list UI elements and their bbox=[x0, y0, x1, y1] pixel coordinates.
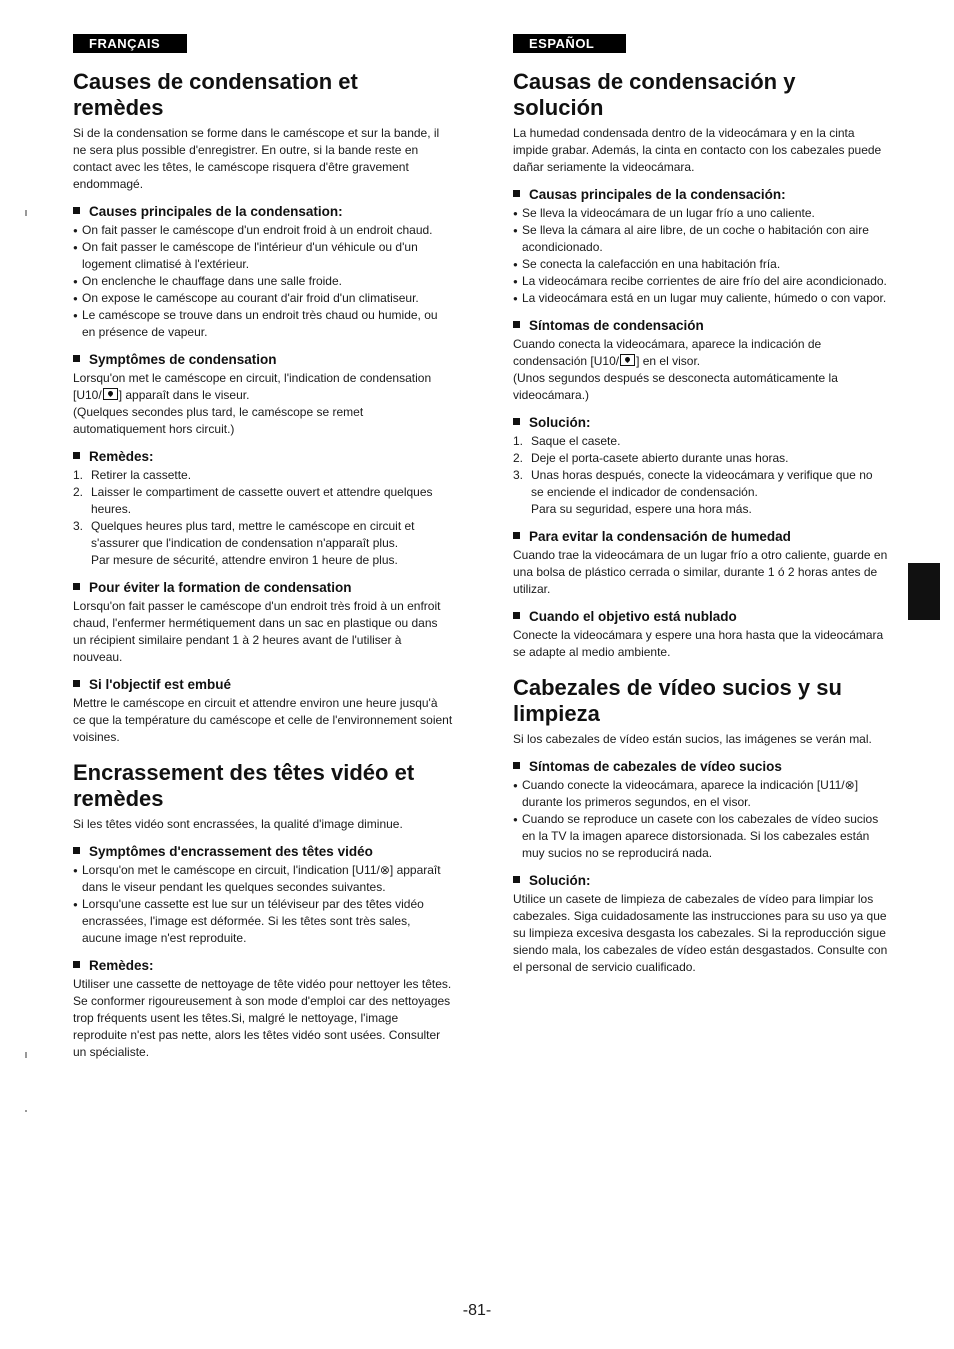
solution-list-es bbox=[513, 433, 888, 518]
avoid-condensation-text-es: Cuando trae la videocámara de un lugar frío a otro caliente, guarde en una bolsa de plástico cerrada o similar, durante 1 ó 2 horas antes de utilizar. bbox=[513, 548, 888, 596]
bullet-square-icon bbox=[513, 612, 520, 619]
bullet-square-icon bbox=[73, 847, 80, 854]
condensation-icon bbox=[620, 354, 635, 366]
heads-solution-text-es: Utilice un casete de limpieza de cabezales de vídeo para limpiar los cabezales. Siga cuidadosamente las instrucciones para su uso ya que su limpieza excesiva desgasta los cabezales. Si la reproducción sigue siendo mala, los cabezales de vídeo están desgastados. Consulte con el personal de servicio cualificado. bbox=[513, 892, 888, 974]
spanish-column bbox=[513, 34, 888, 976]
french-column bbox=[73, 34, 453, 1061]
bullet-square-icon bbox=[513, 876, 520, 883]
bullet-square-icon bbox=[73, 355, 80, 362]
margin-mark bbox=[25, 1052, 27, 1058]
list-item: ● Le caméscope se trouve dans un endroit très chaud ou humide, ou en présence de vapeur. bbox=[73, 307, 453, 341]
list-item: ● Se conecta la calefacción en una habitación fría. bbox=[513, 256, 888, 273]
list-item: ● On fait passer le caméscope d'un endroit froid à un endroit chaud. bbox=[73, 222, 453, 239]
page-number: -81- bbox=[462, 1302, 492, 1319]
list-item: ● Lorsqu'on met le caméscope en circuit, l'indication [U11/⊗] apparaît dans le viseur pendant les quelques secondes suivantes. bbox=[73, 862, 453, 896]
symptoms-text-es: Cuando conecta la videocámara, aparece la indicación de condensación [U10/ ] en el visor. (Unos segundos después se desconecta automáticamente la videocámara.) bbox=[513, 337, 838, 402]
list-item: ● Cuando conecte la videocámara, aparece la indicación [U11/⊗] durante los primeros segundos, en el visor. bbox=[513, 777, 888, 811]
list-item: 2. Deje el porta-casete abierto durante unas horas. bbox=[513, 451, 789, 465]
lens-fogged-heading-es: Cuando el objetivo está nublado bbox=[513, 608, 888, 625]
bullet-square-icon bbox=[513, 762, 520, 769]
heads-remedies-heading-fr: Remèdes: bbox=[73, 957, 453, 974]
heads-symptoms-list-fr bbox=[73, 862, 453, 947]
section-title-condensation-fr: Causes de condensation et remèdes bbox=[73, 69, 358, 120]
list-item: ● Se lleva la videocámara de un lugar frío a uno caliente. bbox=[513, 205, 888, 222]
bullet-square-icon bbox=[513, 418, 520, 425]
heads-symptoms-heading-es: Síntomas de cabezales de vídeo sucios bbox=[513, 758, 888, 775]
list-item: ● La videocámara recibe corrientes de aire frío del aire acondicionado. bbox=[513, 273, 888, 290]
bullet-square-icon bbox=[73, 680, 80, 687]
language-label-spanish: ESPAÑOL bbox=[513, 34, 626, 53]
bullet-square-icon bbox=[73, 583, 80, 590]
list-item: ● Cuando se reproduce un casete con los cabezales de vídeo sucios en la TV la imagen aparece distorsionada. Si los cabezales están muy sucios no se reproducirá nada. bbox=[513, 811, 888, 862]
heads-solution-heading-es: Solución: bbox=[513, 872, 888, 889]
bullet-square-icon bbox=[73, 452, 80, 459]
condensation-icon bbox=[103, 388, 118, 400]
condensation-intro-es: La humedad condensada dentro de la videocámara y en la cinta impide grabar. Además, la cinta en contacto con los cabezales puede dañar seriamente la videocámara. bbox=[513, 126, 882, 174]
symptoms-heading-fr: Symptômes de condensation bbox=[73, 351, 453, 368]
heads-symptoms-heading-fr: Symptômes d'encrassement des têtes vidéo bbox=[73, 843, 453, 860]
section-title-heads-es: Cabezales de vídeo sucios y su limpieza bbox=[513, 675, 842, 726]
section-title-condensation-es: Causas de condensación y solución bbox=[513, 69, 796, 120]
language-label-french: FRANÇAIS bbox=[73, 34, 187, 53]
list-item: ● Se lleva la cámara al aire libre, de un coche o habitación con aire acondicionado. bbox=[513, 222, 888, 256]
lens-fogged-heading-fr: Si l'objectif est embué bbox=[73, 676, 453, 693]
list-item: 3. Unas horas después, conecte la videocámara y verifique que no se enciende el indicador de condensación. Para su seguridad, espere una hora más. bbox=[513, 468, 873, 516]
heads-remedies-text-fr: Utiliser une cassette de nettoyage de tête vidéo pour nettoyer les têtes. Se conformer rigoureusement à son mode d'emploi car des nettoyages trop fréquents usent les têtes.Si, malgré le nettoyage, l'image reproduite n'est pas nette, alors les têtes vidéo sont usées. Consulter un spécialiste. bbox=[73, 977, 452, 1059]
symptoms-heading-es: Síntomas de condensación bbox=[513, 317, 888, 334]
side-thumb-tab bbox=[908, 563, 940, 620]
list-item: 1. Saque el casete. bbox=[513, 434, 621, 448]
list-item: 2. Laisser le compartiment de cassette ouvert et attendre quelques heures. bbox=[73, 485, 433, 516]
bullet-square-icon bbox=[513, 321, 520, 328]
symptoms-text-fr: Lorsqu'on met le caméscope en circuit, l'indication de condensation [U10/ ] apparaît dans le viseur. (Quelques secondes plus tard, le caméscope se remet automatiquement hors circuit.) bbox=[73, 371, 432, 436]
causes-heading-fr: Causes principales de la condensation: bbox=[73, 203, 453, 220]
lens-fogged-text-fr: Mettre le caméscope en circuit et attendre environ une heure jusqu'à ce que la température du caméscope et celle de l'environnement soient voisines. bbox=[73, 696, 453, 744]
bullet-square-icon bbox=[73, 961, 80, 968]
list-item: ● Lorsqu'une cassette est lue sur un téléviseur par des têtes vidéo encrassées, l'image est déformée. Si les têtes sont très sales, aucune image n'est reproduite. bbox=[73, 896, 453, 947]
avoid-condensation-heading-es: Para evitar la condensación de humedad bbox=[513, 528, 888, 545]
margin-mark bbox=[25, 1110, 27, 1112]
list-item: ● On enclenche le chauffage dans une salle froide. bbox=[73, 273, 453, 290]
list-item: ● La videocámara está en un lugar muy caliente, húmedo o con vapor. bbox=[513, 290, 888, 307]
bullet-square-icon bbox=[513, 190, 520, 197]
list-item: ● On fait passer le caméscope de l'intérieur d'un véhicule ou d'un logement climatisé à l'extérieur. bbox=[73, 239, 453, 273]
list-item: ● On expose le caméscope au courant d'air froid d'un climatiseur. bbox=[73, 290, 453, 307]
bullet-square-icon bbox=[73, 207, 80, 214]
margin-mark bbox=[25, 210, 27, 216]
heads-symptoms-list-es bbox=[513, 777, 888, 862]
condensation-intro-fr: Si de la condensation se forme dans le caméscope et sur la bande, il ne sera plus possible d'enregistrer. En outre, si la bande reste en contact avec les têtes, le caméscope risquera d'être gravement endommagé. bbox=[73, 126, 440, 191]
section-title-heads-fr: Encrassement des têtes vidéo et remèdes bbox=[73, 760, 415, 811]
remedies-list-fr bbox=[73, 467, 453, 569]
causes-list-fr bbox=[73, 222, 453, 341]
heads-intro-fr: Si les têtes vidéo sont encrassées, la qualité d'image diminue. bbox=[73, 817, 403, 831]
list-item: 1. Retirer la cassette. bbox=[73, 468, 192, 482]
causes-heading-es: Causas principales de la condensación: bbox=[513, 186, 888, 203]
causes-list-es bbox=[513, 205, 888, 307]
avoid-condensation-heading-fr: Pour éviter la formation de condensation bbox=[73, 579, 453, 596]
bullet-square-icon bbox=[513, 532, 520, 539]
list-item: 3. Quelques heures plus tard, mettre le caméscope en circuit et s'assurer que l'indication de condensation n'apparaît plus. Par mesure de sécurité, attendre environ 1 heure de plus. bbox=[73, 519, 415, 567]
heads-intro-es: Si los cabezales de vídeo están sucios, las imágenes se verán mal. bbox=[513, 732, 872, 746]
remedies-heading-fr: Remèdes: bbox=[73, 448, 453, 465]
avoid-condensation-text-fr: Lorsqu'on fait passer le caméscope d'un endroit très froid à un enfroit chaud, l'enfermer hermétiquement dans un sac en plastique ou dans un récipient similaire pendant 1 à 2 heures avant de l'utiliser à nouveau. bbox=[73, 599, 441, 664]
solution-heading-es: Solución: bbox=[513, 414, 888, 431]
lens-fogged-text-es: Conecte la videocámara y espere una hora hasta que la videocámara se adapte al medio ambiente. bbox=[513, 628, 884, 659]
